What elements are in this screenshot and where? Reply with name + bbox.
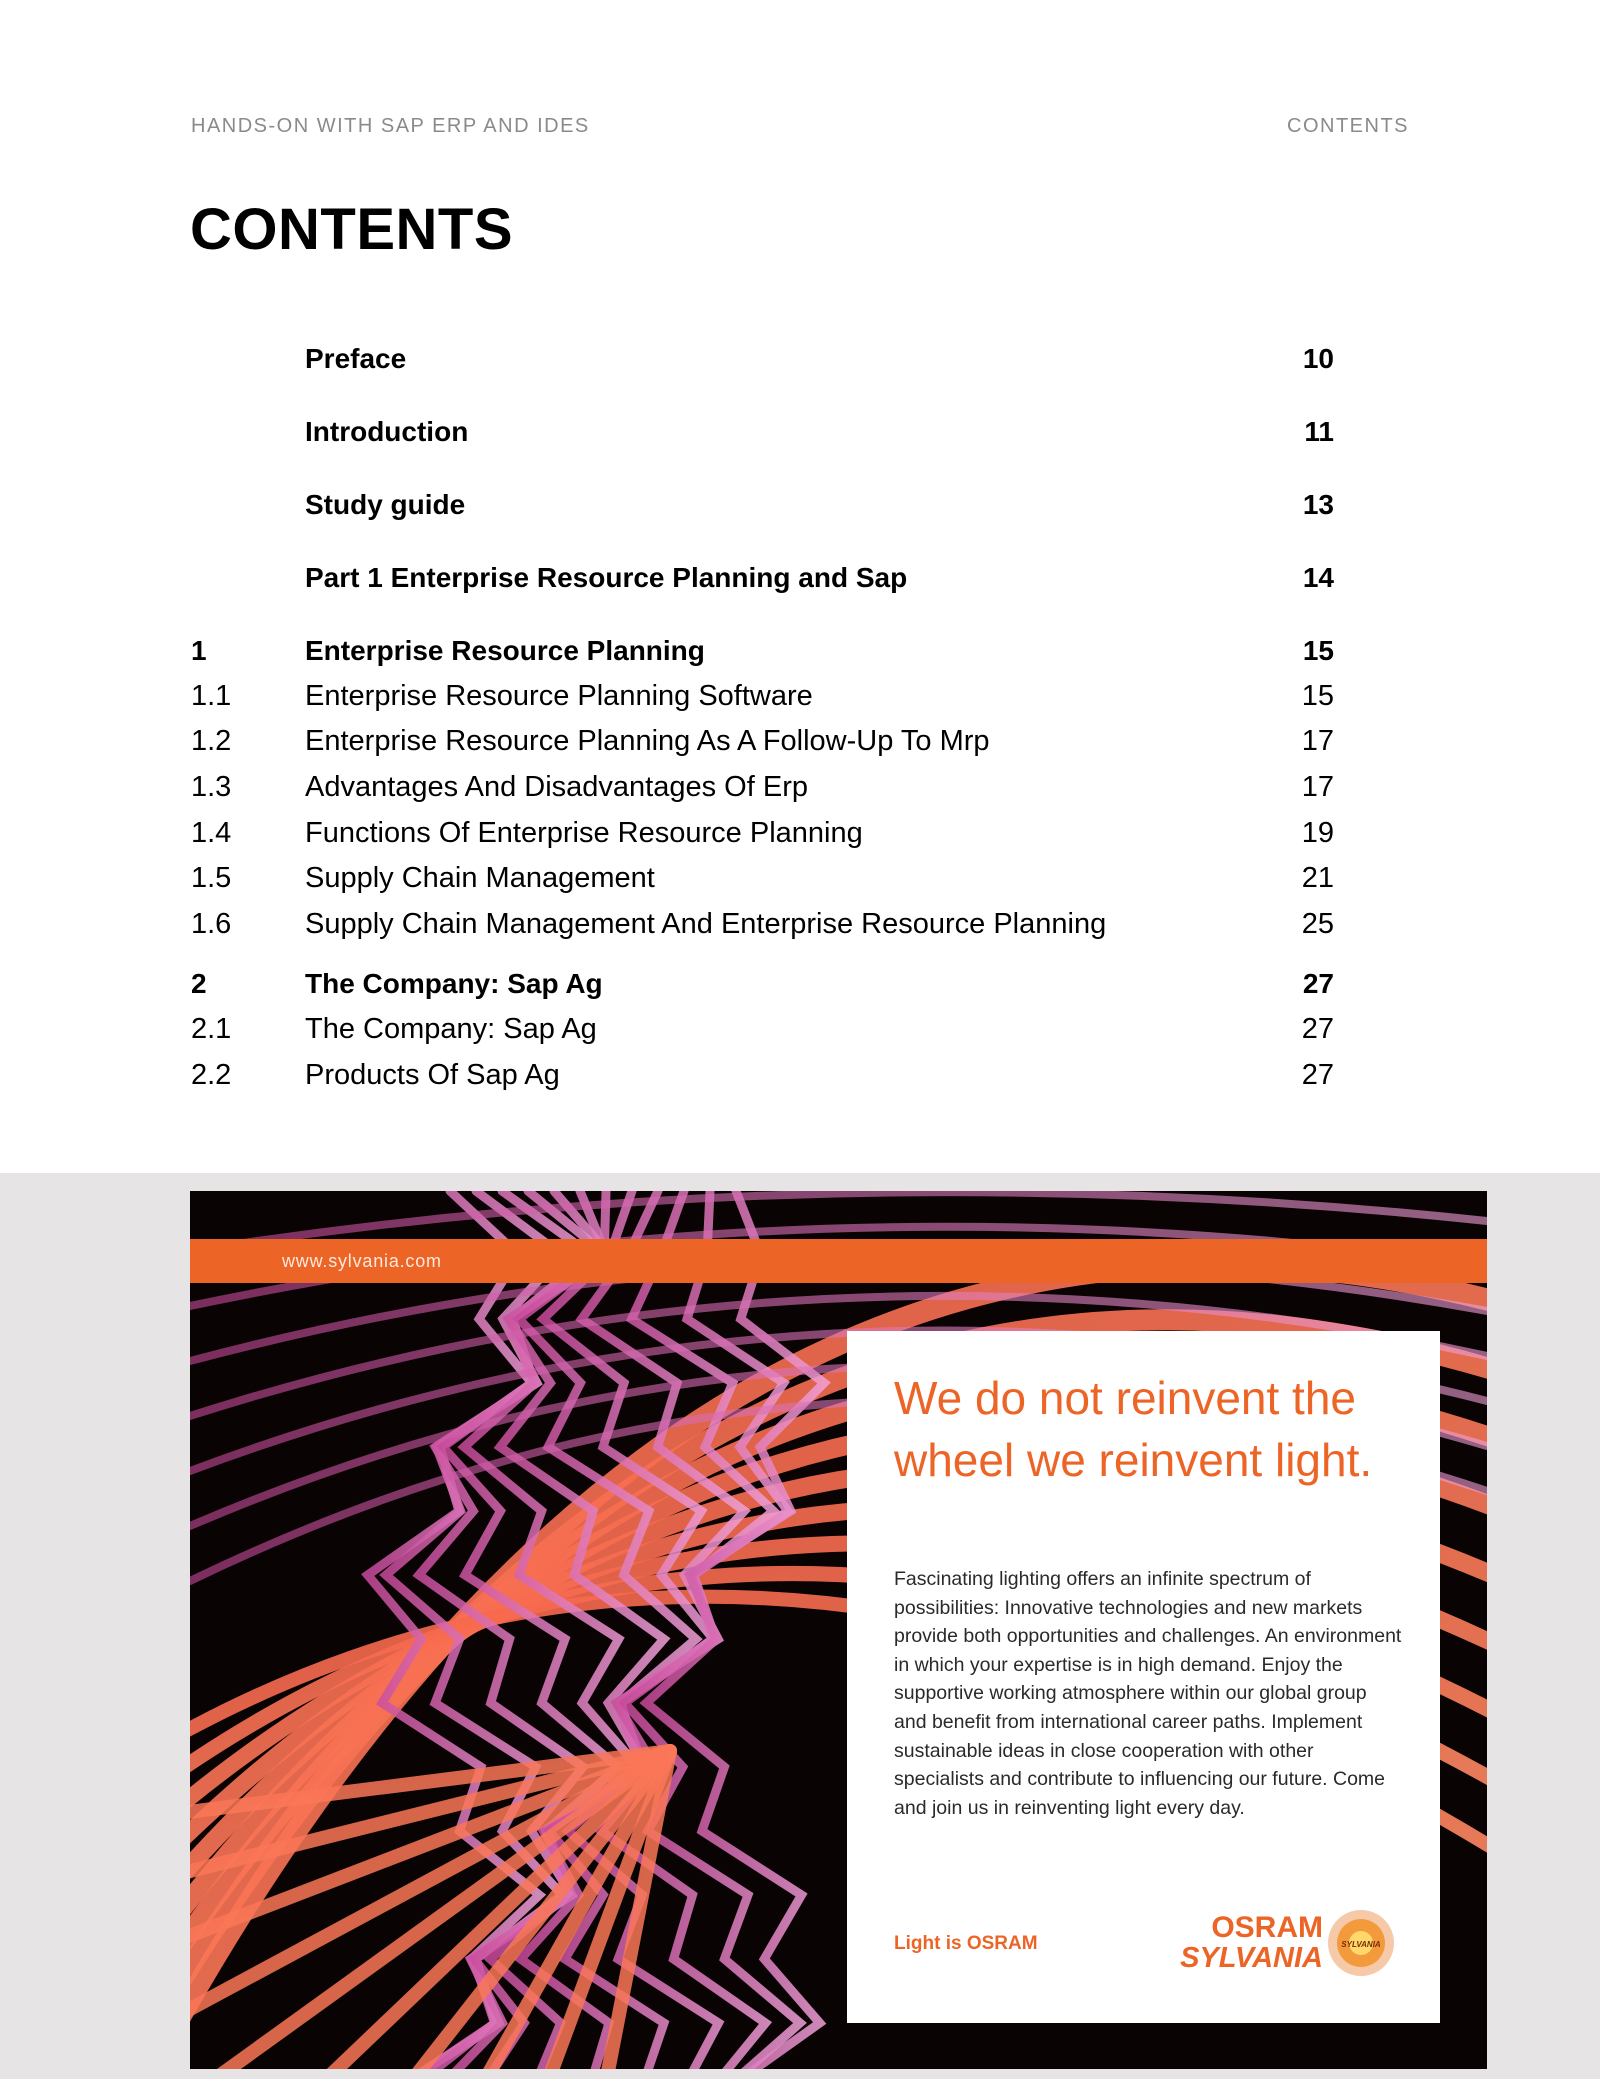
- page-title: CONTENTS: [190, 197, 513, 262]
- toc-page-number: 15: [1302, 634, 1334, 666]
- ad-text-card: [847, 1331, 1440, 2023]
- ad-headline: We do not reinvent the wheel we reinvent light.: [894, 1372, 1373, 1486]
- toc-page-number: 25: [1301, 907, 1334, 940]
- toc-page-number: 17: [1301, 725, 1334, 758]
- toc-entry[interactable]: [191, 674, 1334, 720]
- toc-entry[interactable]: [191, 1052, 1334, 1098]
- ad-slogan: Light is OSRAM: [894, 1933, 1038, 1954]
- table-of-contents: [191, 322, 1334, 1098]
- toc-number: 1.6: [191, 907, 232, 940]
- toc-title: Supply Chain Management And Enterprise Resource Planning: [305, 907, 1107, 940]
- toc-title: Enterprise Resource Planning Software: [305, 679, 813, 712]
- toc-entry[interactable]: [191, 810, 1334, 856]
- toc-title: Advantages And Disadvantages Of Erp: [305, 771, 808, 804]
- toc-title: The Company: Sap Ag: [305, 1013, 597, 1046]
- toc-page-number: 14: [1302, 561, 1334, 593]
- toc-number: 2.1: [191, 1013, 232, 1046]
- toc-entry[interactable]: [191, 902, 1334, 948]
- toc-page-number: 27: [1302, 967, 1334, 999]
- advertisement[interactable]: [190, 1191, 1487, 2069]
- toc-title: Preface: [305, 342, 407, 374]
- toc-page-number: 17: [1301, 771, 1334, 804]
- running-header: [191, 115, 1409, 141]
- toc-number: 1: [191, 634, 207, 666]
- toc-page-number: 21: [1301, 862, 1334, 895]
- toc-title: Supply Chain Management: [305, 862, 655, 895]
- toc-entry[interactable]: [191, 468, 1334, 541]
- logo-badge-text: SYLVANIA: [1341, 1940, 1381, 1949]
- toc-title: Enterprise Resource Planning: [305, 634, 705, 666]
- toc-number: 1.5: [191, 862, 232, 895]
- logo-sylvania-text: SYLVANIA: [1180, 1942, 1323, 1974]
- toc-title: Study guide: [305, 488, 466, 520]
- toc-number: 1.2: [191, 725, 232, 758]
- toc-title: Functions Of Enterprise Resource Planning: [305, 816, 863, 849]
- toc-entry[interactable]: [191, 961, 1334, 1007]
- toc-number: 1.4: [191, 816, 232, 849]
- toc-entry[interactable]: [191, 395, 1334, 468]
- toc-entry[interactable]: [191, 628, 1334, 674]
- toc-entry[interactable]: [191, 765, 1334, 811]
- ad-url-bar[interactable]: [190, 1239, 1487, 1283]
- toc-title: Products Of Sap Ag: [305, 1058, 560, 1091]
- ad-url-link[interactable]: www.sylvania.com: [282, 1251, 442, 1271]
- toc-page-number: 27: [1301, 1013, 1334, 1046]
- toc-number: 1.1: [191, 679, 232, 712]
- ad-body-text: Fascinating lighting offers an infinite spectrum of possibilities: Innovative technologies and new markets provide both opportunities and challenges. An environment in which your expertise is in high demand. Enjoy the supportive working atmosphere within our global group and benefit from international career paths. Implement sustainable ideas in close cooperation with other specialists and contribute to influencing our future. Come and join us in reinventing light every day.: [894, 1568, 1402, 1819]
- osram-sylvania-logo: [1139, 1905, 1409, 1979]
- toc-page-number: 19: [1301, 816, 1334, 849]
- toc-title: The Company: Sap Ag: [305, 967, 603, 999]
- logo-osram-text: OSRAM: [1211, 1911, 1323, 1944]
- toc-entry[interactable]: [191, 322, 1334, 395]
- toc-page-number: 11: [1304, 415, 1334, 447]
- toc-title: Enterprise Resource Planning As A Follow-Up To Mrp: [305, 725, 990, 758]
- toc-title: Part 1 Enterprise Resource Planning and Sap: [305, 561, 908, 593]
- header-book-title: HANDS-ON WITH SAP ERP AND IDES: [191, 115, 590, 137]
- toc-number: 2.2: [191, 1058, 232, 1091]
- toc-entry[interactable]: [191, 719, 1334, 765]
- toc-entry[interactable]: [191, 541, 1334, 614]
- toc-entry[interactable]: [191, 1007, 1334, 1053]
- toc-page-number: 15: [1301, 679, 1334, 712]
- header-section: CONTENTS: [1287, 115, 1409, 137]
- toc-page-number: 10: [1302, 342, 1334, 374]
- toc-number: 2: [191, 967, 207, 999]
- toc-title: Introduction: [305, 415, 469, 447]
- toc-page-number: 27: [1301, 1058, 1334, 1091]
- toc-page-number: 13: [1302, 488, 1334, 520]
- toc-number: 1.3: [191, 771, 232, 804]
- toc-entry[interactable]: [191, 856, 1334, 902]
